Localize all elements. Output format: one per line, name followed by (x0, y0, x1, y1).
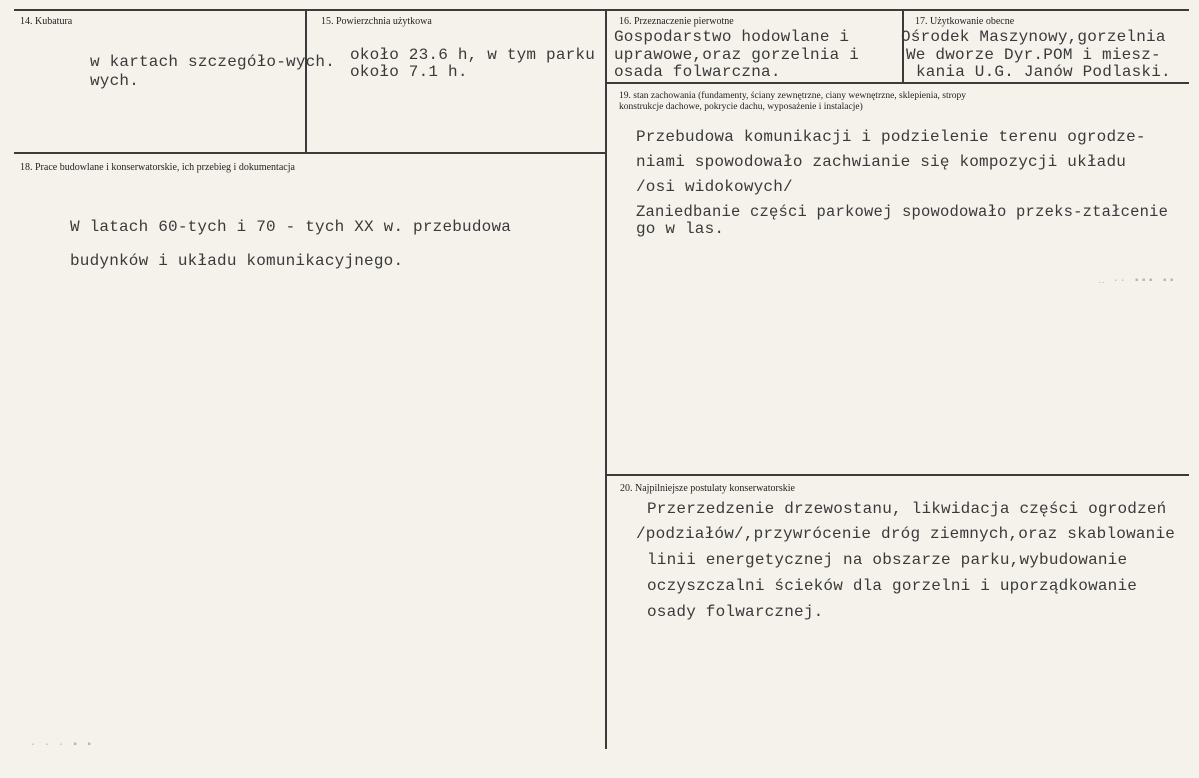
field-15-line-1: około 23.6 h, w tym parku (350, 46, 596, 64)
field-16-line-3: osada folwarczna. (614, 63, 781, 81)
field-15-label: 15. Powierzchnia użytkowa (321, 16, 432, 27)
field-17-line-1: Ośrodek Maszynowy,gorzelnia (901, 28, 1166, 46)
field-20-line-1: Przerzedzenie drzewostanu, likwidacja części ogrodzeń (647, 500, 1167, 518)
divider-right-top (606, 82, 1189, 84)
field-19-line-3: /osi widokowych/ (636, 178, 793, 196)
field-19-line-2: niami spowodowało zachwianie się kompozycji układu (636, 153, 1127, 171)
field-16-line-1: Gospodarstwo hodowlane i (614, 28, 850, 46)
field-14-line-1: w kartach szczegóło-wych. (90, 53, 336, 71)
vdivider-16-17 (902, 9, 904, 83)
bleed-through-mark: ‥ ·· ▪▪▪ ▪▪ (1098, 276, 1176, 287)
field-16-line-2: uprawowe,oraz gorzelnia i (614, 46, 860, 64)
field-20-line-5: osady folwarcznej. (647, 603, 824, 621)
field-19-line-1: Przebudowa komunikacji i podzielenie terenu ogrodze- (636, 128, 1146, 146)
vdivider-main (605, 9, 607, 749)
field-18-line-1: W latach 60-tych i 70 - tych XX w. przebudowa (70, 218, 512, 236)
field-14-label: 14. Kubatura (20, 16, 73, 27)
field-18-label: 18. Prace budowlane i konserwatorskie, ich przebieg i dokumentacja (20, 162, 295, 173)
field-19-line-4: Zaniedbanie części parkowej spowodowało przeks-ztałcenie (636, 203, 1169, 221)
vdivider-14-15 (305, 9, 307, 153)
field-14-line-2: wych. (90, 72, 140, 90)
field-20-line-3: linii energetycznej na obszarze parku,wybudowanie (647, 551, 1128, 569)
divider-row1 (14, 152, 606, 154)
field-19-label-line-1: 19. stan zachowania (fundamenty, ściany zewnętrzne, ciany wewnętrzne, sklepienia, stropy (619, 91, 967, 101)
field-15-line-2: około 7.1 h. (350, 63, 468, 81)
field-20-line-4: oczyszczalni ścieków dla gorzelni i uporządkowanie (647, 577, 1138, 595)
field-17-line-3: kania U.G. Janów Podlaski. (916, 63, 1171, 81)
field-19-line-5: go w las. (636, 220, 725, 238)
field-17-label: 17. Użytkowanie obecne (915, 16, 1015, 27)
top-border (14, 9, 1189, 11)
divider-right-mid (606, 474, 1189, 476)
field-20-line-2: /podziałów/,przywrócenie dróg ziemnych,oraz skablowanie (636, 525, 1176, 543)
field-16-label: 16. Przeznaczenie pierwotne (619, 16, 734, 27)
bleed-through-mark-bottom: · · · ▪ ▪ (30, 740, 94, 751)
field-17-line-2: We dworze Dyr.POM i miesz- (906, 46, 1161, 64)
field-20-label: 20. Najpilniejsze postulaty konserwatorskie (620, 483, 795, 494)
field-19-label-line-2: konstrukcje dachowe, pokrycie dachu, wyposażenie i instalacje) (619, 102, 863, 112)
field-18-line-2: budynków i układu komunikacyjnego. (70, 252, 404, 270)
